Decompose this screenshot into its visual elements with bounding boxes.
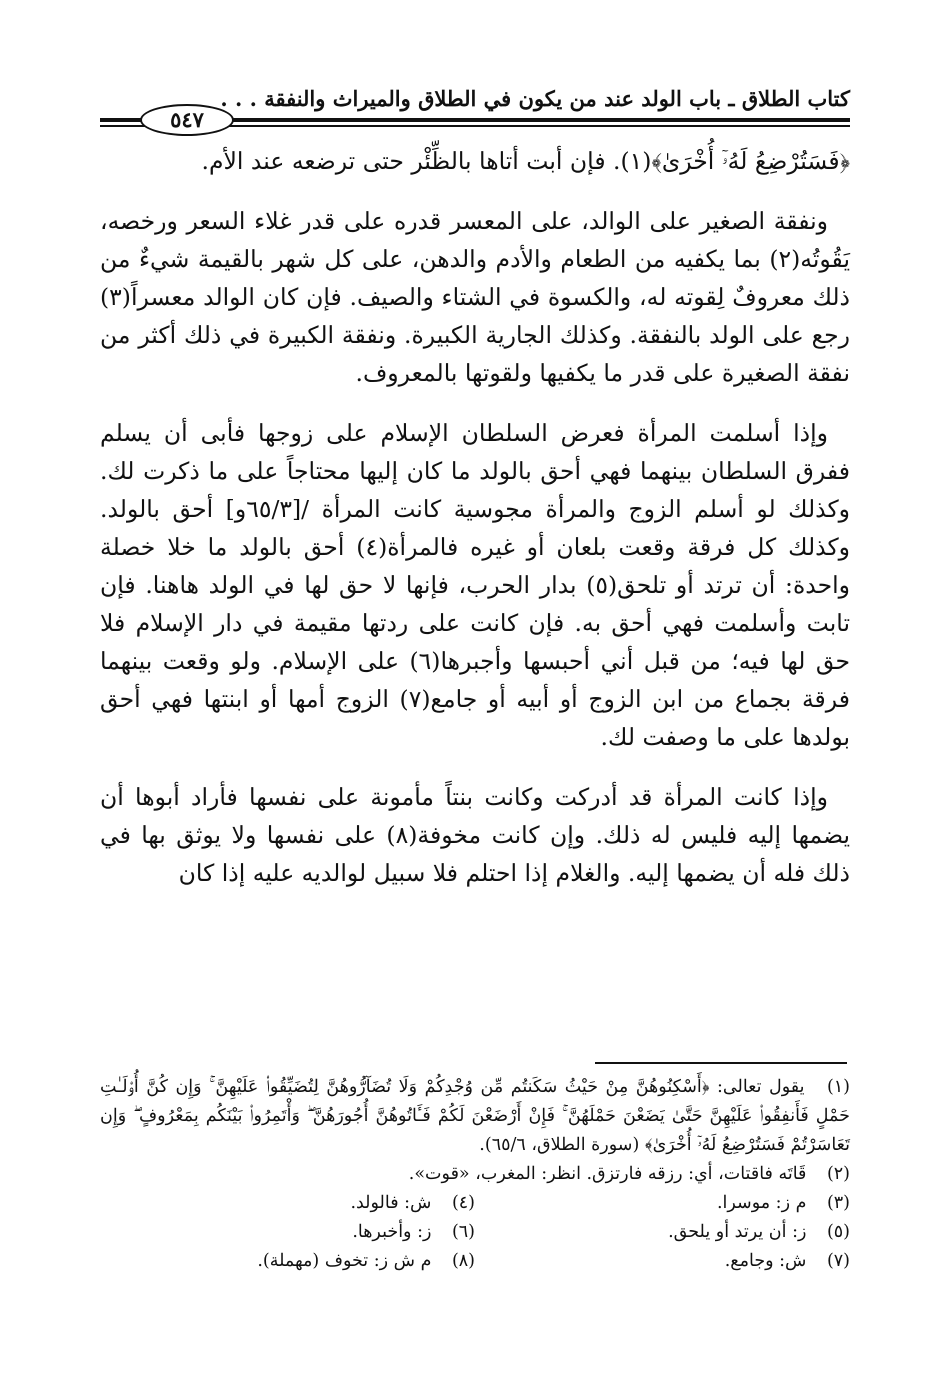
paragraph-continuation: ﴿فَسَتُرْضِعُ لَهُۥٓ أُخْرَىٰ﴾(١). فإن أبت أتاها بالظِّئْر حتى ترضعه عند الأم. [201, 147, 850, 175]
footnotes [100, 1073, 850, 1276]
footnote-text: ز: أن يرتد أو يلحق. [668, 1222, 807, 1242]
footnote-text: ز: وأخبرها. [352, 1222, 432, 1242]
footnote-number: (٤) [451, 1193, 475, 1213]
footnote-4 [100, 1189, 475, 1218]
footnote-text: قَاتَه فاقتات، أي: رزقه فارتزق. انظر: المغرب، «قوت». [408, 1164, 807, 1184]
main-text [100, 142, 850, 914]
footnote-number: (٨) [451, 1251, 475, 1271]
footnote-text: يقول تعالى: ﴿أَسْكِنُوهُنَّ مِنْ حَيْثُ سَكَنتُم مِّن وُجْدِكُمْ وَلَا تُضَآرُّوهُنَّ لِتُضَيِّقُوا۟ عَلَيْهِنَّ ۚ وَإِن كُنَّ أُو۟لَـٰتِ حَمْلٍ فَأَنفِقُوا۟ عَلَيْهِنَّ حَتَّىٰ يَضَعْنَ حَمْلَهُنَّ ۚ فَإِنْ أَرْضَعْنَ لَكُمْ فَـَٔاتُوهُنَّ أُجُورَهُنَّ ۖ وَأْتَمِرُوا۟ بَيْنَكُم بِمَعْرُوفٍ ۖ وَإِن تَعَاسَرْتُمْ فَسَتُرْضِعُ لَهُۥٓ أُخْرَىٰ﴾ (سورة الطلاق، ٦٥/٦). [100, 1077, 850, 1155]
running-header-title: كتاب الطلاق ـ باب الولد عند من يكون في الطلاق والميراث والنفقة . . . [220, 86, 850, 111]
footnote-text: م ش ز: تخوف (مهملة). [257, 1251, 432, 1271]
footnote-3 [475, 1189, 850, 1218]
footnote-8 [100, 1247, 475, 1276]
footnote-number: (٢) [826, 1164, 850, 1184]
footnote-number: (٣) [826, 1193, 850, 1213]
footnote-text: ش: فالولد. [350, 1193, 432, 1213]
paragraph-adult-daughter: وإذا كانت المرأة قد أدركت وكانت بنتاً مأمونة على نفسها فأراد أبوها أن يضمها إليه فليس له ذلك. وإن كانت مخوفة(٨) على نفسها ولا يوثق بها في ذلك فله أن يضمها إليه. والغلام إذا احتلم فلا سبيل لوالديه عليه إذا كان [100, 783, 850, 887]
footnote-1 [100, 1073, 850, 1160]
footnote-number: (٦) [451, 1222, 475, 1242]
footnote-5 [475, 1218, 850, 1247]
footnote-number: (٥) [826, 1222, 850, 1242]
paragraph-child-maintenance: ونفقة الصغير على الوالد، على المعسر قدره على قدر غلاء السعر ورخصه، يَقُوتُه(٢) بما يكفيه من الطعام والأدم والدهن، على كل شهر بالقيمة شيءٌ من ذلك معروفٌ لِقوته له، والكسوة في الشتاء والصيف. فإن كان الوالد معسراً(٣) رجع على الولد بالنفقة. وكذلك الجارية الكبيرة. ونفقة الكبيرة في ذلك أكثر من نفقة الصغيرة على قدر ما يكفيها ولقوتها بالمعروف. [100, 207, 850, 387]
footnote-number: (٧) [826, 1251, 850, 1271]
footnote-number: (١) [826, 1077, 850, 1097]
paragraph-conversion-custody: وإذا أسلمت المرأة فعرض السلطان الإسلام على زوجها فأبى أن يسلم ففرق السلطان بينهما فهي أحق بالولد ما كان إليها محتاجاً على ما ذكرت لك. وكذلك لو أسلم الزوج والمرأة مجوسية كانت المرأة /[٦٥/٣و] أحق بالولد. وكذلك كل فرقة وقعت بلعان أو غيره فالمرأة(٤) أحق بالولد ما خلا خصلة واحدة: أن ترتد أو تلحق(٥) بدار الحرب، فإنها لا حق لها في الولد هاهنا. فإن تابت وأسلمت فهي أحق به. فإن كانت على ردتها مقيمة في دار الإسلام فلا حق لها فيه؛ من قبل أني أحبسها وأجبرها(٦) على الإسلام. ولو وقعت بينهما فرقة بجماع من ابن الزوج أو أبيه أو جامع(٧) الزوج أمها أو ابنتها فهي أحق بولدها على ما وصفت لك. [100, 419, 851, 751]
footnote-7 [475, 1247, 850, 1276]
footnote-2 [100, 1160, 850, 1189]
page-number: ٥٤٧ [140, 104, 234, 136]
footnote-text: م ز: موسرا. [716, 1193, 807, 1213]
footnote-separator [595, 1062, 847, 1064]
footnote-grid [100, 1189, 850, 1276]
footnote-text: ش: وجامع. [724, 1251, 807, 1271]
footnote-6 [100, 1218, 475, 1247]
